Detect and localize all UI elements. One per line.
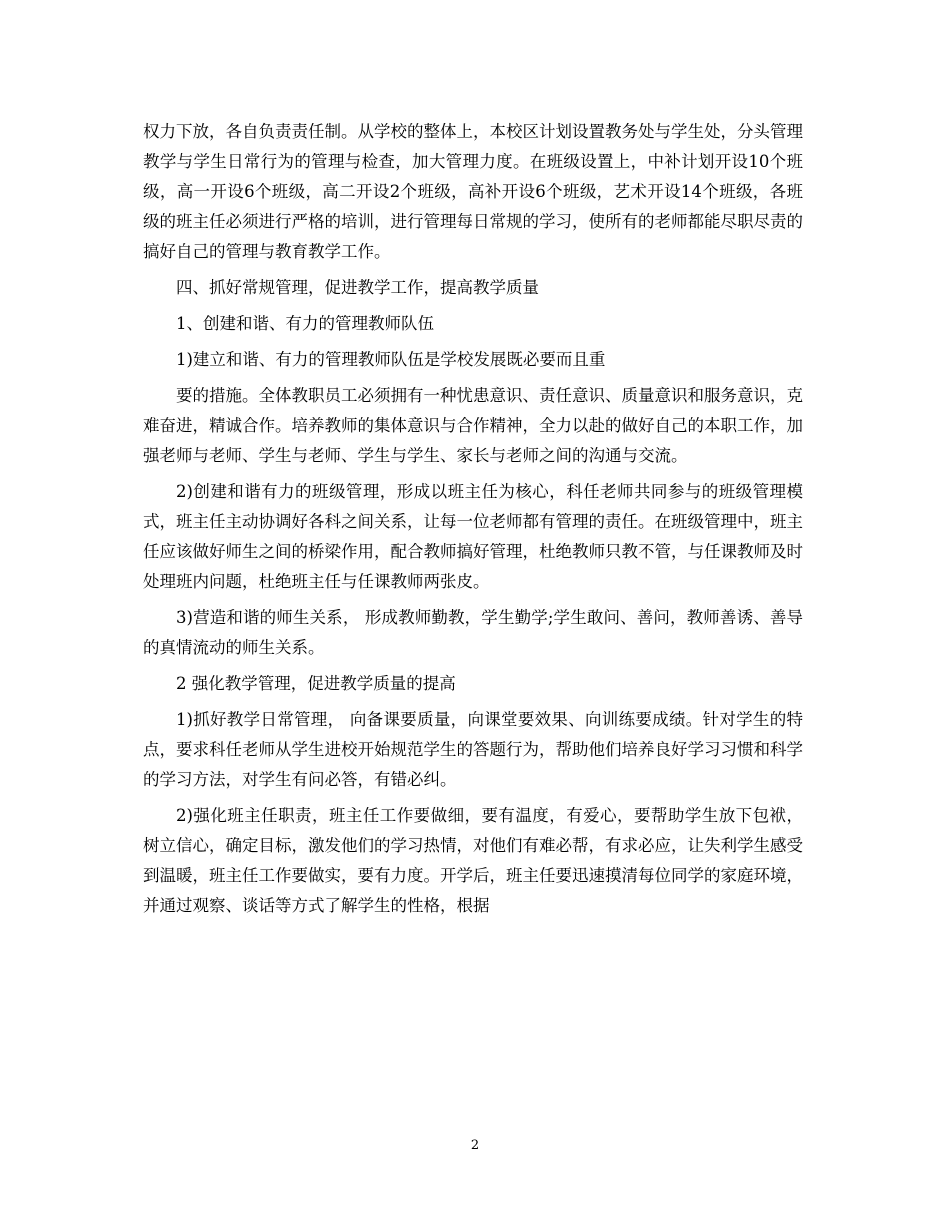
paragraph: 2)强化班主任职责，班主任工作要做细，要有温度，有爱心，要帮助学生放下包袱，树立信心，确定目标，激发他们的学习热情，对他们有难必帮，有求必应，让失利学生感受到温暖，班主任工作要做实，要有力度。开学后，班主任要迅速摸清每位同学的家庭环境，并通过观察、谈话等方式了解学生的性格，根据 [143, 806, 803, 915]
paragraph-continuation: 权力下放，各自负责责任制。从学校的整体上，本校区计划设置教务处与学生处，分头管理教学与学生日常行为的管理与检查，加大管理力度。在班级设置上，中补计划开设10个班级，高一开设6个班级，高二开设2个班级，高补开设6个班级，艺术开设14个班级，各班级的班主任必须进行严格的培训，进行管理每日常规的学习，使所有的老师都能尽职尽责的搞好自己的管理与教育教学工作。 [143, 122, 803, 261]
paragraph: 2)创建和谐有力的班级管理，形成以班主任为核心，科任老师共同参与的班级管理模式，班主任主动协调好各科之间关系，让每一位老师都有管理的责任。在班级管理中，班主任应该做好师生之间的桥梁作用，配合教师搞好管理，杜绝教师只教不管，与任课教师及时处理班内问题，杜绝班主任与任课教师两张皮。 [143, 482, 803, 591]
section-heading: 四、抓好常规管理，促进教学工作，提高教学质量 [176, 278, 539, 297]
paragraph: 要的措施。全体教职员工必须拥有一种忧患意识、责任意识、质量意识和服务意识，克难奋进，精诚合作。培养教师的集体意识与合作精神，全力以赴的做好自己的本职工作，加强老师与老师、学生与老师、学生与学生、家长与老师之间的沟通与交流。 [143, 386, 803, 465]
page-number: 2 [470, 1138, 480, 1153]
paragraph: 3)营造和谐的师生关系， 形成教师勤教，学生勤学;学生敢问、善问，教师善诱、善导的真情流动的师生关系。 [143, 608, 803, 657]
document-body [143, 117, 803, 921]
paragraph: 1)建立和谐、有力的管理教师队伍是学校发展既必要而且重 [176, 350, 606, 369]
paragraph: 1)抓好教学日常管理， 向备课要质量，向课堂要效果、向训练要成绩。针对学生的特点，要求科任老师从学生进校开始规范学生的答题行为，帮助他们培养良好学习习惯和科学的学习方法，对学生有问必答，有错必纠。 [143, 710, 803, 789]
subsection-heading: 1、创建和谐、有力的管理教师队伍 [176, 314, 434, 333]
subsection-heading: 2 强化教学管理，促进教学质量的提高 [176, 674, 456, 693]
